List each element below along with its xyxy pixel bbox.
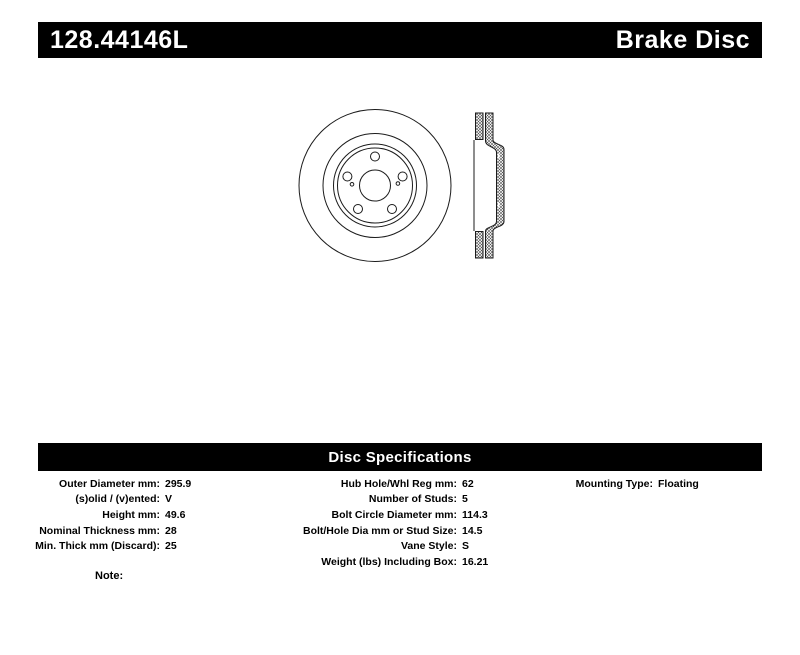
technical-drawing	[285, 98, 520, 270]
spec-label: Height mm:	[102, 508, 160, 521]
spec-value: 14.5	[462, 524, 483, 537]
stud-hole	[354, 205, 363, 214]
spec-label: Min. Thick mm (Discard):	[35, 540, 160, 553]
spec-value: 28	[165, 524, 177, 537]
spec-label: Number of Studs:	[368, 493, 457, 506]
spec-label: Nominal Thickness mm:	[39, 524, 160, 537]
alignment-hole	[350, 183, 354, 187]
brake-disc-front-view	[299, 110, 451, 262]
stud-hole	[343, 172, 352, 181]
header-bar	[38, 22, 762, 58]
rotor-plate-section	[476, 232, 484, 259]
spec-row	[30, 523, 191, 539]
brake-disc-cross-section-view	[474, 113, 504, 258]
stud-hole	[398, 172, 407, 181]
spec-label: Bolt/Hole Dia mm or Stud Size:	[302, 524, 457, 537]
hub-outer-ring	[334, 144, 417, 227]
spec-label: Bolt Circle Diameter mm:	[331, 508, 457, 521]
spec-row	[280, 523, 488, 539]
spec-row	[280, 538, 488, 554]
spec-title-bar	[38, 443, 762, 471]
stud-hole	[371, 152, 380, 161]
spec-column-right	[540, 476, 699, 492]
center-hub-hole	[360, 170, 391, 201]
brake-disc-drawing	[285, 98, 520, 270]
hat-section	[486, 113, 505, 258]
spec-label: (s)olid / (v)ented:	[75, 493, 160, 506]
spec-value: V	[165, 493, 173, 506]
disc-outer-edge	[299, 110, 451, 262]
spec-column-middle	[280, 476, 488, 570]
spec-row	[280, 554, 488, 570]
spec-row	[540, 476, 699, 492]
stud-hole	[388, 205, 397, 214]
spec-value: 62	[462, 477, 474, 490]
spec-value: S	[462, 540, 470, 553]
spec-value: Floating	[658, 477, 699, 490]
spec-label: Outer Diameter mm:	[59, 477, 160, 490]
hub-inner-ring	[338, 148, 413, 223]
spec-label: Mounting Type:	[575, 477, 653, 490]
alignment-hole	[396, 182, 400, 186]
part-number: 128.44146L	[50, 25, 189, 54]
spec-row	[30, 507, 191, 523]
spec-row	[30, 492, 191, 508]
spec-row	[30, 476, 191, 492]
friction-surface-edge	[323, 134, 427, 238]
spec-value: 49.6	[165, 508, 186, 521]
spec-value: 16.21	[462, 555, 489, 568]
spec-row	[280, 476, 488, 492]
spec-row	[30, 538, 191, 554]
spec-title: Disc Specifications	[328, 448, 472, 466]
spec-value: 5	[462, 493, 468, 506]
note-label: Note:	[95, 570, 124, 582]
spec-value: 25	[165, 540, 177, 553]
product-type-title: Brake Disc	[615, 25, 750, 54]
spec-value: 114.3	[462, 508, 488, 521]
spec-row	[280, 492, 488, 508]
rotor-plate-section	[476, 113, 484, 140]
spec-label: Weight (lbs) Including Box:	[321, 555, 457, 568]
spec-label: Vane Style:	[400, 540, 457, 553]
spec-row	[280, 507, 488, 523]
spec-value: 295.9	[165, 477, 192, 490]
spec-column-left	[30, 476, 191, 554]
spec-label: Hub Hole/Whl Reg mm:	[340, 477, 457, 490]
